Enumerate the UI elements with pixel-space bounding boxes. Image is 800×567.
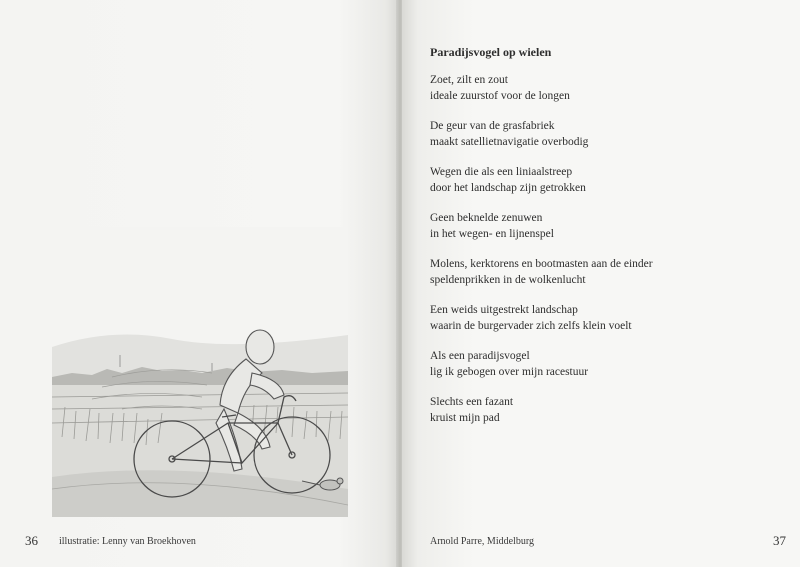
poem-line: ideale zuurstof voor de longen [430, 90, 570, 102]
poem-line: waarin de burgervader zich zelfs klein voelt [430, 320, 632, 332]
poem-line: speldenprikken in de wolkenlucht [430, 274, 586, 286]
author-credit: Arnold Parre, Middelburg [430, 536, 534, 547]
cyclist-illustration [52, 227, 348, 517]
poem-line: Zoet, zilt en zout [430, 74, 508, 86]
poem-line: De geur van de grasfabriek [430, 120, 555, 132]
poem-title: Paradijsvogel op wielen [430, 45, 552, 59]
poem-line: Molens, kerktorens en bootmasten aan de einder [430, 258, 653, 270]
stanza [430, 164, 760, 196]
poem-line: Slechts een fazant [430, 396, 514, 408]
poem-line: Geen beknelde zenuwen [430, 212, 543, 224]
poem-line: Een weids uitgestrekt landschap [430, 304, 578, 316]
illustration-credit: illustratie: Lenny van Broekhoven [59, 536, 196, 547]
poem [430, 44, 760, 440]
poem-line: Als een paradijsvogel [430, 350, 530, 362]
poem-line: Wegen die als een liniaalstreep [430, 166, 573, 178]
stanza [430, 394, 760, 426]
stanza [430, 118, 760, 150]
poem-line: lig ik gebogen over mijn racestuur [430, 366, 589, 378]
stanza [430, 72, 760, 104]
stanza [430, 348, 760, 380]
stanza [430, 256, 760, 288]
poem-line: maakt satellietnavigatie overbodig [430, 136, 589, 148]
poem-line: kruist mijn pad [430, 412, 500, 424]
poem-line: door het landschap zijn getrokken [430, 182, 586, 194]
left-page [0, 0, 398, 567]
page-number-left: 36 [25, 533, 38, 548]
stanza [430, 210, 760, 242]
stanza [430, 302, 760, 334]
poem-line: in het wegen- en lijnenspel [430, 228, 554, 240]
page-number-right: 37 [773, 533, 786, 548]
